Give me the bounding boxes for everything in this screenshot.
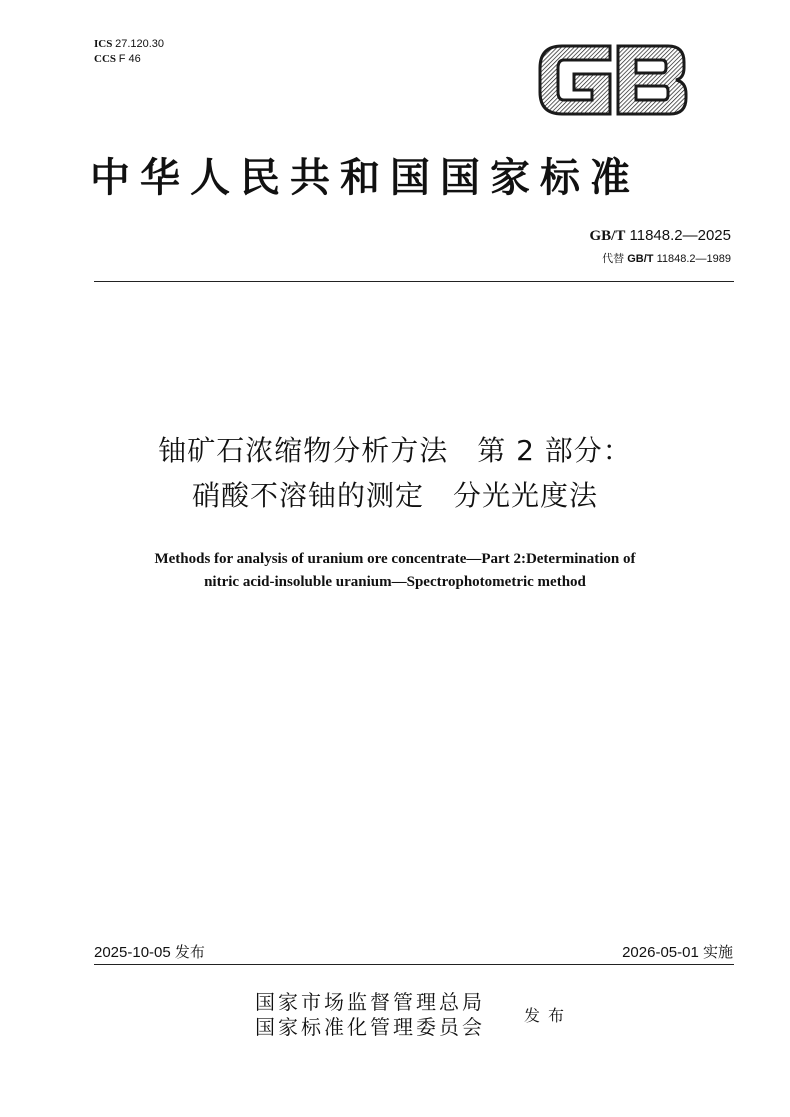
standard-code: 11848.2—2025 — [629, 227, 731, 244]
title-chinese-line-1: 铀矿石浓缩物分析方法 第 2 部分： — [158, 434, 632, 467]
issuer-samr: 国家市场监督管理总局 — [255, 990, 485, 1014]
standard-prefix: GB/T — [589, 228, 626, 244]
title-chinese-line-2: 硝酸不溶铀的测定 分光光度法 — [191, 479, 598, 512]
national-standard-heading: 中华人民共和国国家标准 — [90, 154, 640, 201]
issuer-sac: 国家标准化管理委员会 — [255, 1015, 485, 1039]
title-chinese — [40, 428, 750, 518]
footer-divider — [94, 964, 734, 965]
replaces-label: 代替 — [602, 253, 625, 265]
title-english-line-2: nitric acid-insoluble uranium—Spectrophotometric method — [204, 574, 586, 590]
ccs-value: F 46 — [118, 53, 141, 65]
gb-logo-graphic — [532, 38, 692, 122]
ccs-label: CCS — [94, 53, 117, 65]
issue-verb: 发布 — [524, 1006, 573, 1025]
replaces-standard — [589, 250, 731, 268]
header-divider — [94, 281, 734, 282]
title-english — [60, 548, 730, 594]
title-english-line-1: Methods for analysis of uranium ore concentrate—Part 2:Determination of — [154, 551, 636, 567]
ics-label: ICS — [94, 38, 113, 50]
implementation-date: 2026-05-01 实施 — [622, 944, 733, 961]
ics-value: 27.120.30 — [115, 38, 165, 50]
standard-number — [589, 226, 731, 246]
replaces-prefix: GB/T — [627, 253, 654, 265]
issuing-authorities — [255, 990, 485, 1040]
gb-logo — [532, 38, 692, 122]
ccs-code — [94, 52, 164, 67]
replaces-code: 11848.2—1989 — [656, 253, 731, 265]
release-date: 2025-10-05 发布 — [94, 944, 205, 961]
ics-code — [94, 37, 164, 52]
classification-codes — [94, 37, 164, 67]
standard-number-block — [589, 226, 731, 268]
